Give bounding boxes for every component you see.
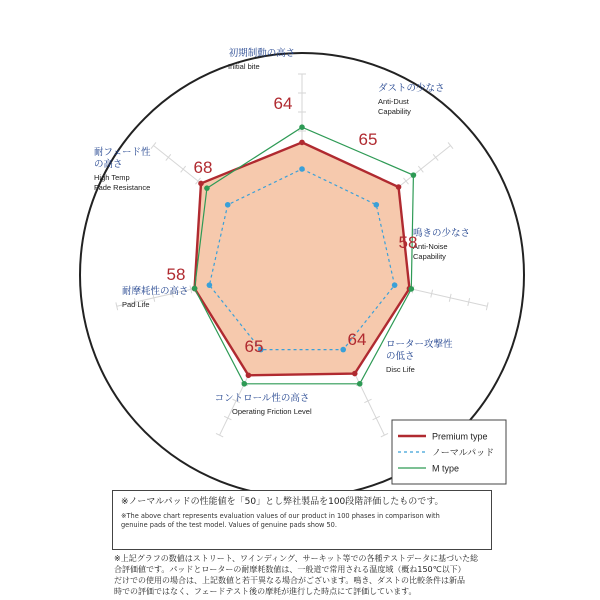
axis-label: [94, 146, 151, 192]
series-point: [357, 381, 363, 387]
axis-label-en: Operating Friction Level: [232, 407, 312, 416]
series-point: [241, 381, 247, 387]
radar-tick: [418, 166, 423, 172]
radar-tick: [373, 416, 380, 419]
legend-label: M type: [432, 463, 460, 474]
series-point: [352, 371, 358, 377]
note-en-line: ※The above chart represents evaluation values of our product in 100 phases in comparison with: [121, 512, 440, 520]
axis-label: [386, 338, 453, 374]
series-point: [411, 172, 417, 178]
value-label: 65: [244, 337, 264, 356]
value-label: 64: [273, 94, 293, 113]
radar-tick: [381, 433, 388, 436]
series-point: [299, 140, 305, 146]
axis-label-en: High Temp: [94, 173, 130, 182]
value-label: 65: [358, 130, 378, 149]
series-point: [207, 282, 213, 288]
series-point: [396, 184, 402, 190]
series-point: [198, 181, 204, 187]
radar-tick: [216, 433, 223, 436]
series-point: [246, 372, 252, 378]
value-label: 58: [398, 233, 418, 252]
value-label: 68: [193, 158, 213, 177]
series-point: [225, 202, 231, 208]
legend-label: ノーマルパッド: [432, 447, 495, 458]
radar-tick: [166, 154, 171, 160]
footnote-line: 合評価値です。パッドとローターの耐摩耗数値は、一般道で常用される温度域（概ね150℃以下）: [114, 565, 466, 574]
axis-label-en: Pad Life: [122, 300, 150, 309]
axis-label-en: Initial bite: [228, 62, 260, 71]
axis-label-jp: 初期制動の高さ: [228, 48, 296, 59]
legend: [392, 420, 506, 484]
series-point: [373, 202, 379, 208]
series-point: [392, 282, 398, 288]
axis-label-en: Disc Life: [386, 365, 415, 374]
note-jp: ※ノーマルパッドの性能値を「50」とし弊社製品を100段階評価したものです。: [121, 497, 444, 507]
series-point: [340, 347, 346, 353]
axis-label-jp: 耐フェード性: [94, 147, 151, 158]
series-layer: [192, 124, 416, 386]
axis-label-jp: ダストの少なさ: [378, 83, 445, 94]
footnote: [114, 553, 504, 597]
note-en: [121, 512, 483, 530]
radar-tick: [403, 178, 408, 184]
radar-tick: [433, 154, 438, 160]
note-box: [112, 490, 492, 550]
radar-tick: [181, 166, 186, 172]
axis-label-jp: の低さ: [386, 351, 415, 362]
axis-label: [215, 392, 312, 416]
axis-label-jp: 鳴きの少なさ: [413, 228, 471, 239]
radar-tick: [151, 142, 156, 148]
radar-tick: [448, 142, 453, 148]
footnote-line: 時での評価ではなく、フェードテスト後の摩耗が進行した時点にて評価しています。: [114, 587, 417, 596]
axis-label: [378, 82, 445, 116]
value-label: 64: [347, 330, 367, 349]
axis-label-jp: 耐摩耗性の高さ: [122, 286, 189, 297]
axis-label-jp: ローター攻撃性: [386, 339, 453, 350]
series-point: [204, 185, 210, 191]
axis-label-en: Anti-Noise: [413, 242, 448, 251]
axis-label-en: Capability: [378, 107, 411, 116]
axis-label: [228, 47, 295, 71]
note-en-line: genuine pads of the test model. Values of genuine pads show 50.: [121, 521, 337, 529]
radar-tick: [224, 416, 231, 419]
series-polygon: [195, 142, 410, 375]
footnote-line: ※上記グラフの数値はストリート、ワインディング、サーキット等での各種テストデータに基づいた総: [114, 554, 479, 563]
axis-label-jp: の高さ: [94, 159, 123, 170]
value-label: 58: [166, 265, 186, 284]
legend-label: Premium type: [432, 431, 488, 442]
footnote-line: だけでの使用の場合は、上記数値と若干異なる場合がございます。鳴き、ダストの比較条件は新品: [114, 576, 466, 585]
series-point: [299, 166, 305, 172]
series-point: [408, 286, 414, 292]
series-point: [192, 286, 198, 292]
radar-tick: [364, 399, 371, 402]
axis-label-jp: コントロール性の高さ: [214, 393, 310, 404]
series-point: [299, 124, 305, 130]
axis-label-en: Capability: [413, 252, 446, 261]
axis-label-en: Anti-Dust: [378, 97, 409, 106]
axis-label: [413, 227, 470, 261]
axis-label-en: Fade Resistance: [94, 183, 151, 192]
